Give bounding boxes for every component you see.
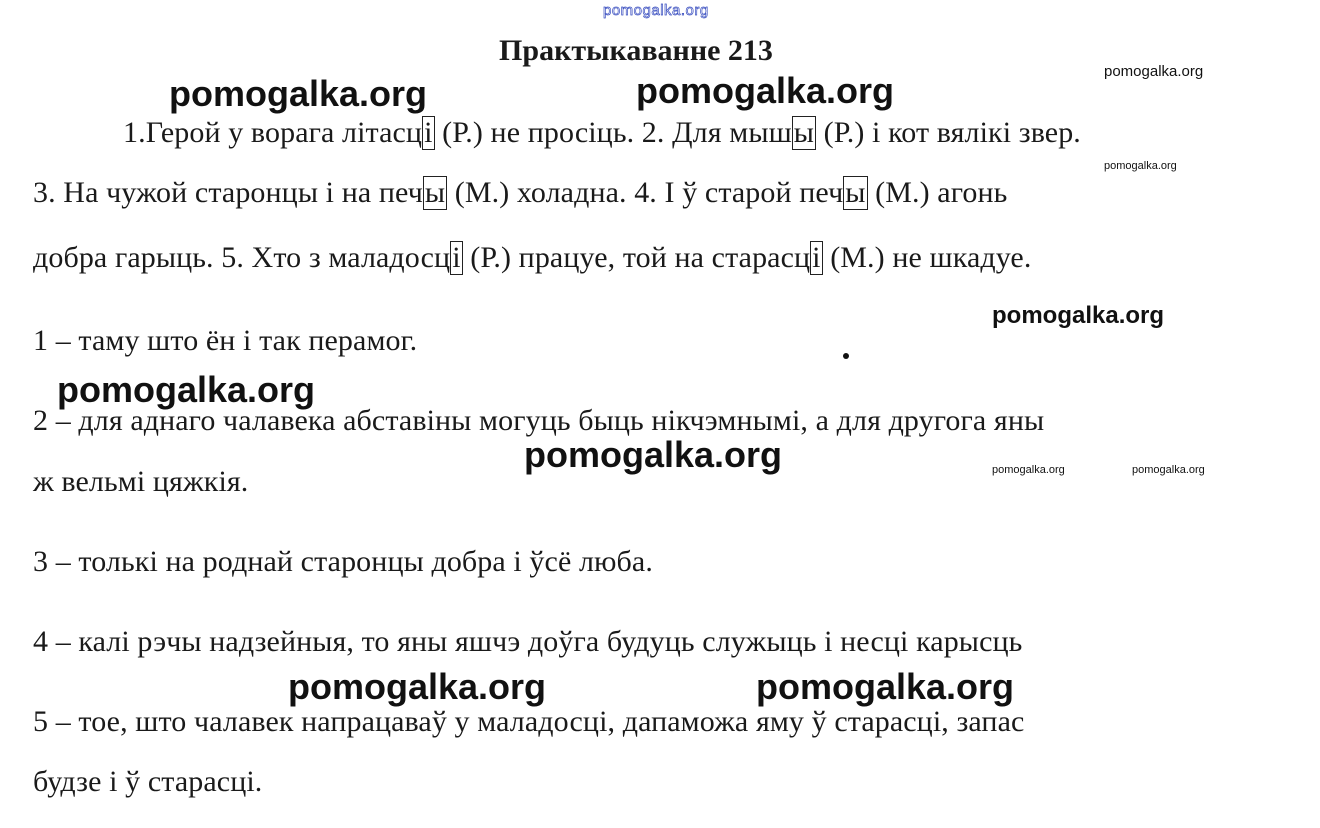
watermark: pomogalka.org xyxy=(169,73,428,114)
top-watermark: pomogalka.org xyxy=(603,2,709,19)
text-segment: (М.) холадна. 4. І ў старой печ xyxy=(447,176,844,209)
answer-5: 5 – тое, што чалавек напрацаваў у маладосці, дапаможа яму ў старасці, запас xyxy=(33,705,1025,738)
text-segment: (М.) не шкадуе. xyxy=(822,241,1032,274)
watermark: pomogalka.org xyxy=(1104,63,1204,80)
watermark: pomogalka.org xyxy=(1132,464,1205,476)
watermark: pomogalka.org xyxy=(636,70,895,111)
text-segment: 3. На чужой старонцы і на печ xyxy=(33,176,423,209)
watermark: pomogalka.org xyxy=(57,369,316,410)
answer-5-continued: будзе і ў старасці. xyxy=(33,765,263,798)
text-segment: 1.Герой у ворага літасц xyxy=(123,116,423,149)
watermark: pomogalka.org xyxy=(288,666,547,707)
page-title: Практыкаванне 213 xyxy=(499,34,773,67)
boxed-letter: і xyxy=(424,116,433,149)
watermark: pomogalka.org xyxy=(1104,160,1177,172)
answer-2: 2 – для аднаго чалавека абставіны могуць быць нікчэмнымі, а для другога яны xyxy=(33,404,1045,437)
answer-2-continued: ж вельмі цяжкія. xyxy=(33,465,249,498)
text-segment: (Р.) працуе, той на старасц xyxy=(462,241,811,274)
boxed-letter: і xyxy=(812,241,821,274)
boxed-letter: ы xyxy=(793,116,815,149)
exercise-line-3 xyxy=(33,241,1031,275)
boxed-letter: і xyxy=(452,241,461,274)
answer-4: 4 – калі рэчы надзейныя, то яны яшчэ доўга будуць служыць і несці карысць xyxy=(33,625,1023,658)
watermark: pomogalka.org xyxy=(756,666,1015,707)
text-segment: (Р.) не просіць. 2. Для мыш xyxy=(434,116,792,149)
text-segment: добра гарыць. 5. Хто з маладосц xyxy=(33,241,451,274)
boxed-letter: ы xyxy=(845,176,866,209)
text-segment: (М.) агонь xyxy=(867,176,1008,209)
watermark: pomogalka.org xyxy=(524,434,783,475)
stray-dot xyxy=(843,353,849,359)
text-segment: (Р.) і кот вялікі звер. xyxy=(816,116,1081,149)
watermark: pomogalka.org xyxy=(992,302,1165,329)
exercise-line-1 xyxy=(123,116,1081,150)
exercise-line-2 xyxy=(33,176,1007,210)
boxed-letter: ы xyxy=(424,176,446,209)
watermark: pomogalka.org xyxy=(992,464,1065,476)
answer-1: 1 – таму што ён і так перамог. xyxy=(33,324,418,357)
answer-3: 3 – толькі на роднай старонцы добра і ўсё люба. xyxy=(33,545,653,578)
